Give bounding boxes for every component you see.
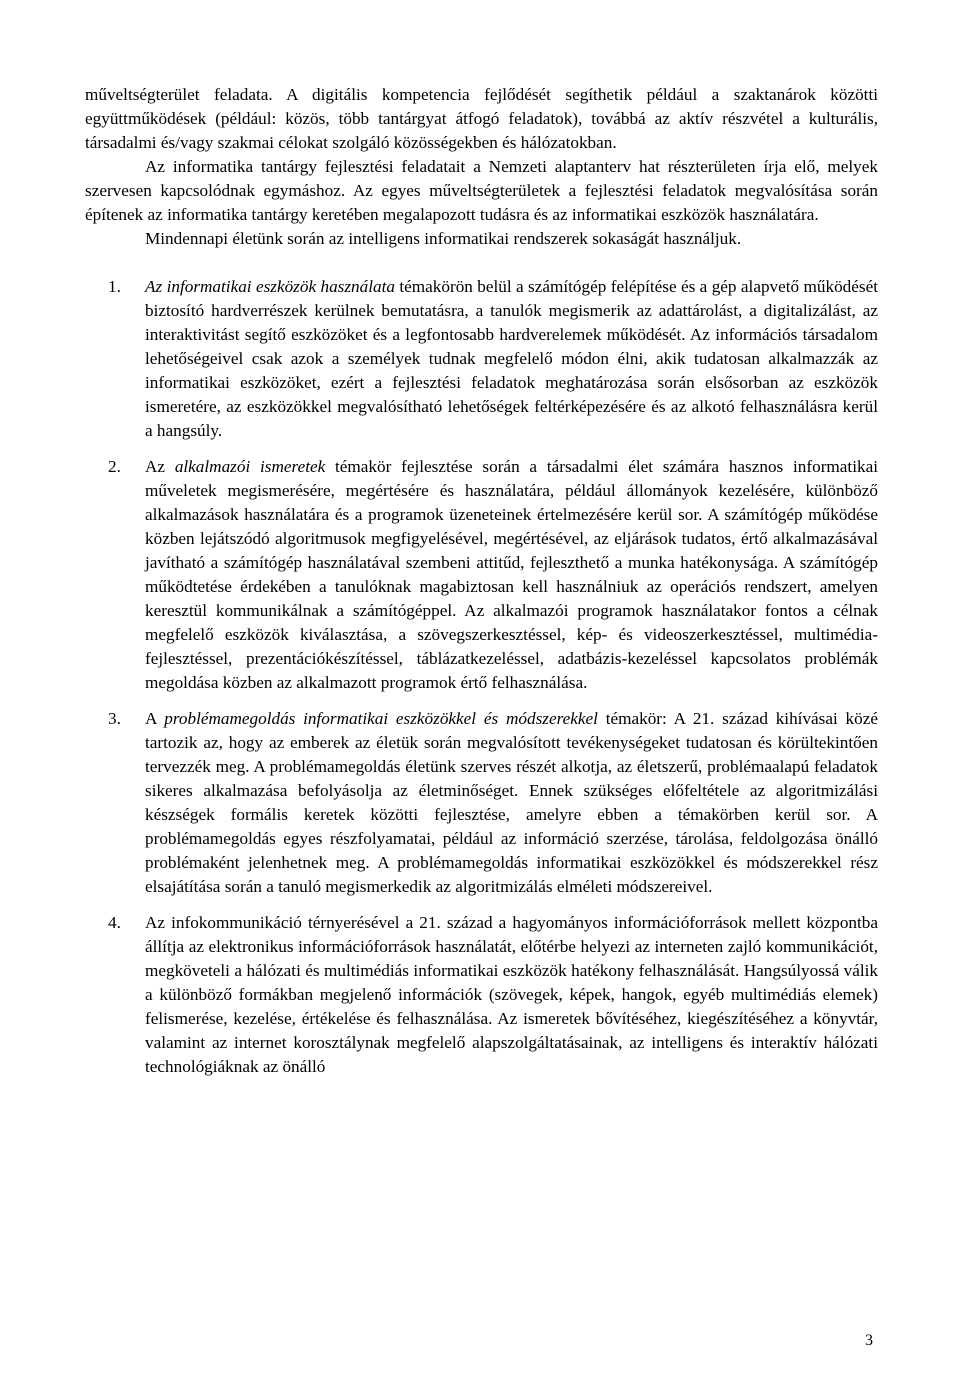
spacer xyxy=(85,251,878,275)
list-item xyxy=(85,911,878,1079)
list-item-number: 3. xyxy=(108,709,121,728)
list-item-topic-title: problémamegoldás informatikai eszközökkel és módszerekkel xyxy=(164,709,598,728)
paragraph-intelligent-systems: Mindennapi életünk során az intelligens informatikai rendszerek sokaságát használjuk. xyxy=(145,229,742,248)
paragraph-digital-competence: műveltségterület feladata. A digitális kompetencia fejlődését segíthetik például a szaktanárok közötti együttműködések (például: közös, több tantárgyat átfogó feladatok), továbbá az aktív részvétel a kulturális, társadalmi és/vagy szakmai célokat szolgáló közösségekben és hálózatokban. xyxy=(85,85,878,152)
topic-list xyxy=(85,275,878,1079)
list-item-number: 2. xyxy=(108,457,121,476)
list-item-text: témakör fejlesztése során a társadalmi élet számára hasznos informatikai műveletek megismerésére, megértésére és használatára, például állományok kezelésére, különböző alkalmazások használatára és a programok üzeneteinek értelmezésére kerül sor. A számítógép működése közben lejátszódó algoritmusok megfigyelésével, megértésével, az eljárások tudatos, értő alkalmazásával javítható a számítógép használatával szembeni attitűd, fejleszthető a munka hatékonysága. A számítógép működtetése érdekében a tanulóknak magabiztosan kell használniuk az operációs rendszert, amelyen keresztül kommunikálnak a számítógéppel. Az alkalmazói programok használatakor fontos a célnak megfelelő eszközök kiválasztása, a szövegszerkesztéssel, kép- és videoszerkesztéssel, multimédia-fejlesztéssel, prezentációkészítéssel, táblázatkezeléssel, adatbázis-kezeléssel kapcsolatos problémák megoldása közben az alkalmazott programok értő felhasználása. xyxy=(145,457,878,692)
list-item-text: témakörön belül a számítógép felépítése és a gép alapvető működését biztosító hardverrészek kerülnek bemutatásra, a tanulók megismerik az adattárolást, a digitalizálást, az interaktivitást segítő eszközöket és a legfontosabb hardverelemek működését. Az információs társadalom lehetőségeivel csak azok a személyek tudnak megfelelő módon élni, akik tudatosan alkalmazzák az informatikai eszközöket, ezért a fejlesztési feladatok meghatározása során elsősorban az eszközök ismeretére, az eszközökkel megvalósítható lehetőségek feltérképezésére és az alkotó felhasználásra kerül a hangsúly. xyxy=(145,277,878,440)
page-content xyxy=(85,83,878,1091)
list-item-topic-title: alkalmazói ismeretek xyxy=(174,457,326,476)
paragraph-informatics-subject: Az informatika tantárgy fejlesztési feladatait a Nemzeti alaptanterv hat részterületen írja elő, melyek szervesen kapcsolódnak egymáshoz. Az egyes műveltségterületek a fejlesztési feladatok megvalósítása során építenek az informatika tantárgy keretében megalapozott tudásra és az informatikai eszközök használatára. xyxy=(85,157,878,224)
list-item-text: témakör: A 21. század kihívásai közé tartozik az, hogy az emberek az életük során megvalósított tevékenységeket tudatosan és körültekintően tervezzék meg. A problémamegoldás életünk szerves részét alkotja, az életszerű, problémaalapú feladatok sikeres alkalmazása befolyásolja az életminőséget. Ennek szükséges előfeltétele az algoritmizálási készségek formális keretek közötti fejlesztése, amelyre ebben a témakörben kerül sor. A problémamegoldás egyes részfolyamatai, például az információ szerzése, tárolása, feldolgozása önálló problémaként jelenhetnek meg. A problémamegoldás informatikai eszközökkel és módszerekkel rész elsajátítása során a tanuló megismerkedik az algoritmizálás elméleti módszereivel. xyxy=(145,709,878,896)
list-item xyxy=(85,707,878,899)
page-number: 3 xyxy=(865,1332,873,1349)
list-item-text: Az infokommunikáció térnyerésével a 21. század a hagyományos információforrások mellett központba állítja az elektronikus információforrások használatát, előtérbe helyezi az interneten zajló kommunikációt, megköveteli a hálózati és multimédiás informatikai eszközök hatékony felhasználását. Hangsúlyossá válik a különböző formákban megjelenő információk (szövegek, képek, hangok, egyéb multimédiás elemek) felismerése, kezelése, értékelése és felhasználása. Az ismeretek bővítéséhez, kiegészítéséhez a könyvtár, valamint az internet korosztálynak megfelelő alapszolgáltatásainak, az intelligens és interaktív hálózati technológiáknak az önálló xyxy=(145,913,878,1076)
list-item-text-pre: Az xyxy=(145,457,175,476)
list-item-number: 4. xyxy=(108,913,121,932)
list-item xyxy=(85,455,878,695)
list-item xyxy=(85,275,878,443)
list-item-text-pre: A xyxy=(145,709,165,728)
list-item-number: 1. xyxy=(108,277,121,296)
list-item-topic-title: Az informatikai eszközök használata xyxy=(145,277,395,296)
